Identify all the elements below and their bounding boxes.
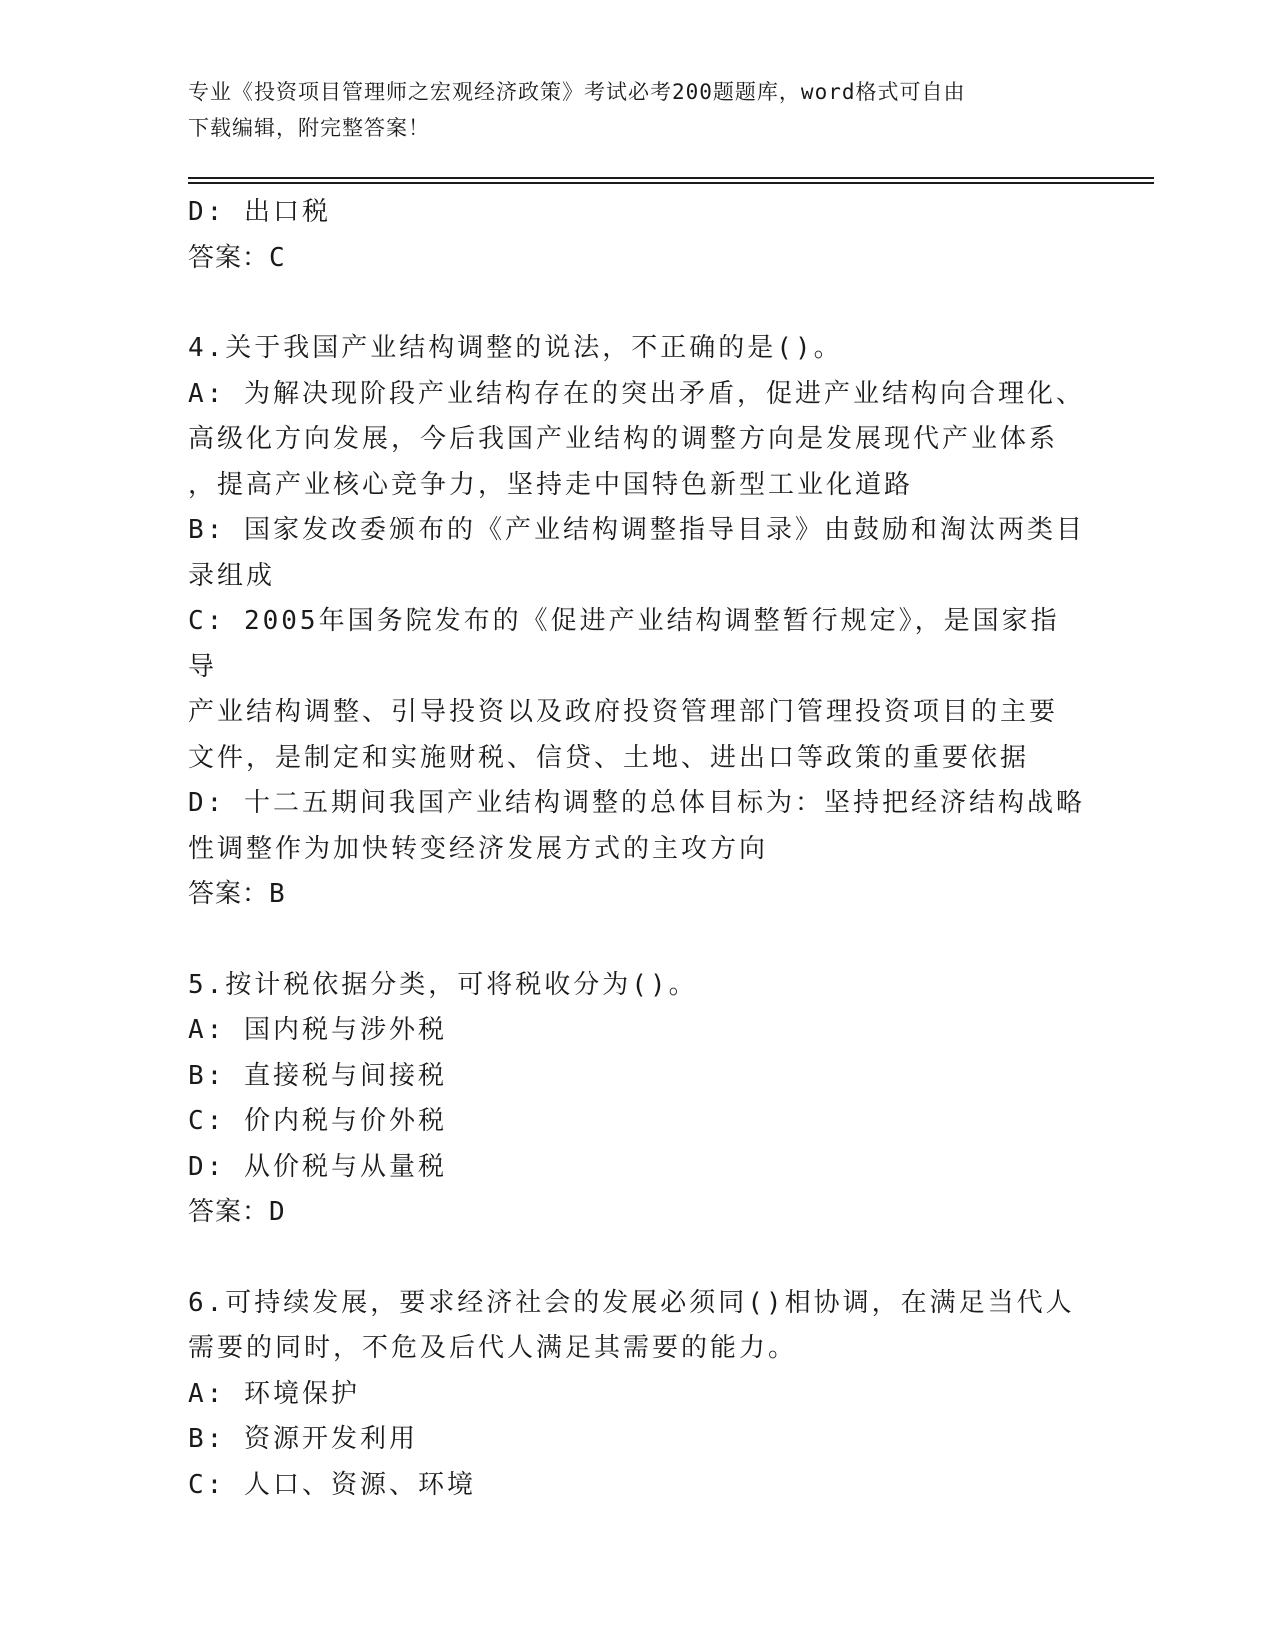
document-header xyxy=(188,74,1068,146)
question-stem-line-1: 6.可持续发展，要求经济社会的发展必须同()相协调，在满足当代人 xyxy=(188,1287,1075,1318)
header-line-2: 下载编辑，附完整答案！ xyxy=(188,116,430,140)
prev-option-d: D: 出口税 xyxy=(188,197,331,227)
option-c: C: 人口、资源、环境 xyxy=(188,1469,476,1500)
option-a-line-3: ，提高产业核心竞争力，坚持走中国特色新型工业化道路 xyxy=(188,469,914,500)
answer: 答案：D xyxy=(188,1197,286,1227)
answer: 答案：B xyxy=(188,879,286,909)
option-b: B: 资源开发利用 xyxy=(188,1424,418,1454)
question-4 xyxy=(188,326,1088,918)
header-divider-bottom xyxy=(188,182,1154,184)
option-c-line-3: 文件，是制定和实施财税、信贷、土地、进出口等政策的重要依据 xyxy=(188,742,1030,773)
question-content xyxy=(188,190,1088,1508)
option-b: B: 直接税与间接税 xyxy=(188,1060,447,1091)
option-c: C: 价内税与价外税 xyxy=(188,1106,447,1136)
option-a: A: 国内税与涉外税 xyxy=(188,1015,447,1045)
option-d-line-2: 性调整作为加快转变经济发展方式的主攻方向 xyxy=(188,833,769,864)
option-d-line-1: D: 十二五期间我国产业结构调整的总体目标为：坚持把经济结构战略 xyxy=(188,788,1085,818)
option-b-line-1: B: 国家发改委颁布的《产业结构调整指导目录》由鼓励和淘汰两类目 xyxy=(188,515,1085,545)
option-b-line-2: 录组成 xyxy=(188,560,276,591)
prev-answer: 答案：C xyxy=(188,242,286,273)
spacer xyxy=(188,1236,1088,1281)
option-a: A: 环境保护 xyxy=(188,1378,360,1409)
option-a-line-2: 高级化方向发展，今后我国产业结构的调整方向是发展现代产业体系 xyxy=(188,424,1059,454)
option-a-line-1: A: 为解决现阶段产业结构存在的突出矛盾，促进产业结构向合理化、 xyxy=(188,378,1085,409)
header-divider-top xyxy=(188,177,1154,179)
option-c-line-1: C: 2005年国务院发布的《促进产业结构调整暂行规定》，是国家指导 xyxy=(188,606,1060,682)
spacer xyxy=(188,918,1088,963)
spacer xyxy=(188,281,1088,326)
option-d: D: 从价税与从量税 xyxy=(188,1151,447,1182)
question-5 xyxy=(188,963,1088,1236)
question-stem: 4.关于我国产业结构调整的说法，不正确的是()。 xyxy=(188,333,843,363)
question-6 xyxy=(188,1281,1088,1509)
option-c-line-2: 产业结构调整、引导投资以及政府投资管理部门管理投资项目的主要 xyxy=(188,697,1059,727)
header-line-1: 专业《投资项目管理师之宏观经济政策》考试必考200题题库，word格式可自由 xyxy=(188,80,966,104)
question-stem: 5.按计税依据分类，可将税收分为()。 xyxy=(188,969,698,1000)
question-stem-line-2: 需要的同时，不危及后代人满足其需要的能力。 xyxy=(188,1333,798,1363)
